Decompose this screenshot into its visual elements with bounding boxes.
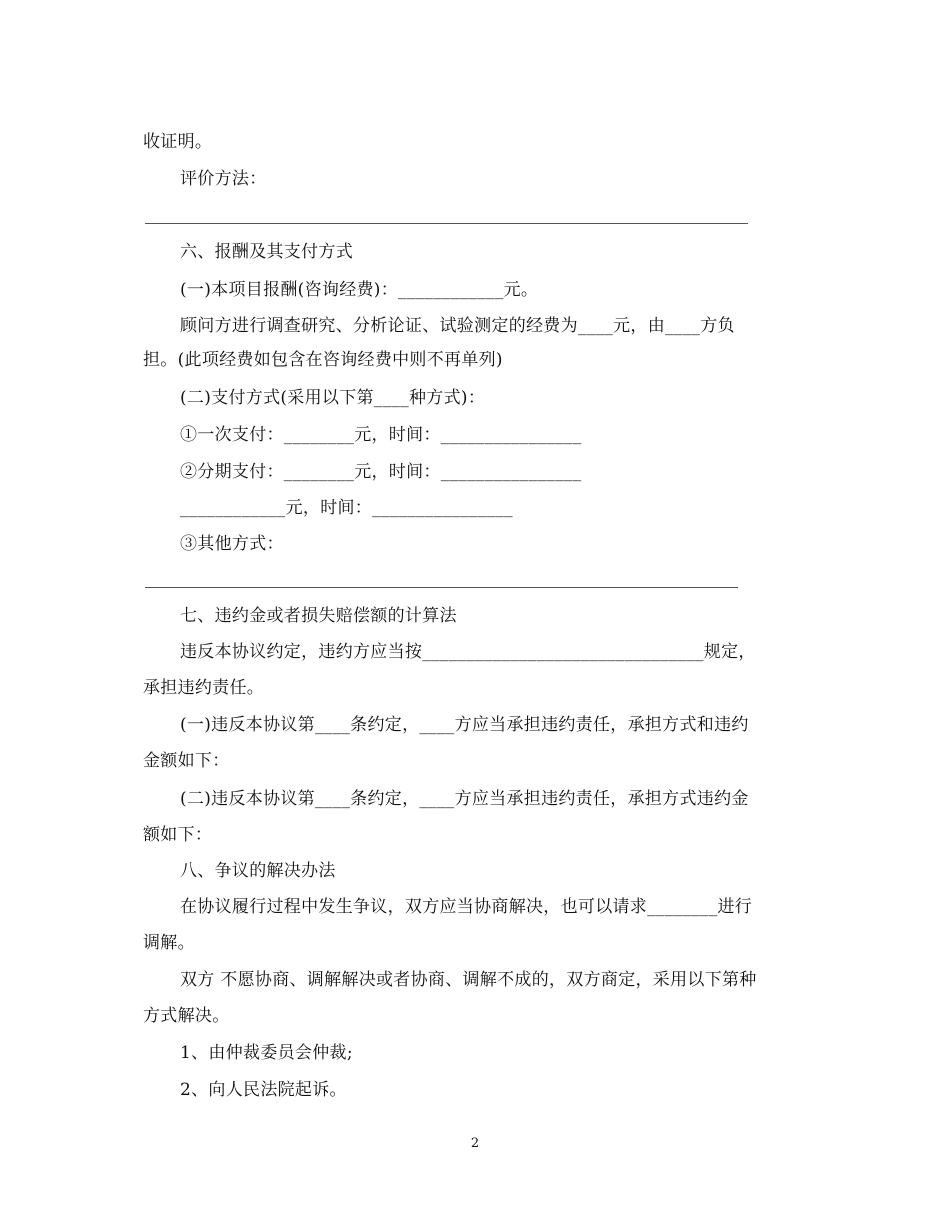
section-heading: 七、违约金或者损失赔偿额的计算法 <box>180 606 457 626</box>
section-heading: 八、争议的解决办法 <box>180 861 336 881</box>
page-number: 2 <box>470 1136 480 1151</box>
blank-rule <box>145 223 748 224</box>
text-line: ②分期支付：________元，时间：________________ <box>180 462 582 482</box>
text-line: ③其他方式： <box>180 534 284 554</box>
text-line: 金额如下： <box>143 751 230 771</box>
list-item: 1、由仲裁委员会仲裁; <box>180 1043 353 1063</box>
text-line: (二)违反本协议第____条约定，____方应当承担违约责任，承担方式违约金 <box>180 789 749 809</box>
text-line: 在协议履行过程中发生争议，双方应当协商解决，也可以请求________进行 <box>180 897 753 917</box>
text-line: 额如下： <box>143 825 213 845</box>
text-line: ____________元，时间：________________ <box>180 498 513 518</box>
text-line: (一)本项目报酬(咨询经费)：____________元。 <box>180 280 539 300</box>
text-line: 双方 不愿协商、调解解决或者协商、调解不成的，双方商定，采用以下第种 <box>180 970 757 990</box>
section-heading: 六、报酬及其支付方式 <box>180 242 353 262</box>
text-line: 违反本协议约定，违约方应当按________________________________规定， <box>180 642 756 662</box>
text-line: 收证明。 <box>143 132 213 152</box>
evaluation-method-label: 评价方法： <box>180 169 267 189</box>
list-item: 2、向人民法院起诉。 <box>180 1080 347 1100</box>
text-line: 方式解决。 <box>143 1006 230 1026</box>
text-line: 担。(此项经费如包含在咨询经费中则不再单列) <box>143 350 503 370</box>
text-line: (一)违反本协议第____条约定，____方应当承担违约责任，承担方式和违约 <box>180 715 749 735</box>
text-line: (二)支付方式(采用以下第____种方式)： <box>180 388 486 408</box>
text-line: ①一次支付：________元，时间：________________ <box>180 425 582 445</box>
text-line: 调解。 <box>143 933 195 953</box>
text-line: 承担违约责任。 <box>143 678 265 698</box>
text-line: 顾问方进行调查研究、分析论证、试验测定的经费为____元，由____方负 <box>180 316 735 336</box>
blank-rule <box>145 587 738 588</box>
